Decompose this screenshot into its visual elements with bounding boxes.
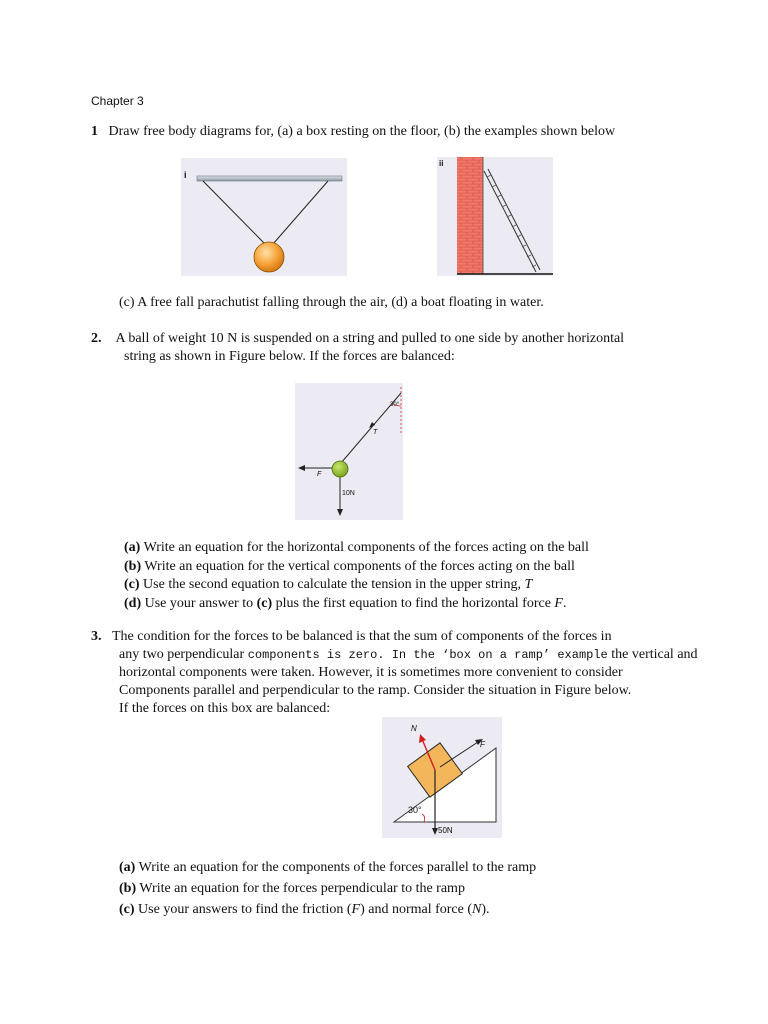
figure-1-drawing <box>181 158 347 276</box>
horizontal-force-arrowhead <box>298 465 305 471</box>
question-3 <box>91 628 612 646</box>
question-3-parts <box>119 857 536 920</box>
green-ball <box>332 461 348 477</box>
question-2-line-2: string as shown in Figure below. If the forces are balanced: <box>124 349 455 364</box>
figure-3-drawing <box>295 383 403 520</box>
figure-3-weight-label: 10N <box>342 490 355 497</box>
right-string <box>273 181 328 244</box>
figure-4-weight-label: 50N <box>438 826 453 835</box>
question-1-continuation: (c) A free fall parachutist falling through the air, (d) a boat floating in water. <box>119 295 544 310</box>
chapter-heading: Chapter 3 <box>91 94 144 108</box>
figure-3-tension-label: T <box>373 429 378 436</box>
figure-4-normal-label: N <box>411 724 417 733</box>
question-3-line-5: If the forces on this box are balanced: <box>119 701 331 716</box>
figure-4-friction-label: F <box>480 740 485 749</box>
question-2-number: 2. <box>91 331 102 346</box>
ceiling-bar <box>197 176 342 181</box>
figure-1-hanging-ball <box>181 158 347 276</box>
figure-4-box-ramp <box>382 717 502 838</box>
question-1-number: 1 <box>91 124 98 139</box>
question-2-part-d: (d) Use your answer to (c) plus the first equation to find the horizontal force F. <box>124 595 567 611</box>
ladder <box>484 169 540 272</box>
weight-arrowhead <box>337 509 343 516</box>
figure-2-ladder-wall <box>437 157 553 276</box>
figure-3-force-label: F <box>317 471 322 478</box>
figure-3-angle-label: 30° <box>390 402 400 408</box>
question-2-line-1: A ball of weight 10 N is suspended on a string and pulled to one side by another horizontal <box>115 331 625 346</box>
figure-3-ball-string <box>295 383 403 520</box>
question-2-part-c: (c) Use the second equation to calculate the tension in the upper string, T <box>124 577 533 592</box>
question-3-line-1: The condition for the forces to be balanced is that the sum of components of the forces in <box>112 629 612 644</box>
question-2-part-a: (a) Write an equation for the horizontal components of the forces acting on the ball <box>124 540 589 555</box>
question-3-number: 3. <box>91 629 102 644</box>
question-3-line-2: any two perpendicular components is zero. In the ‘box on a ramp’ example the vertical and <box>119 647 698 662</box>
figure-2-label: ii <box>439 159 444 168</box>
left-string <box>203 181 265 244</box>
question-3-line-4: Components parallel and perpendicular to the ramp. Consider the situation in Figure below. <box>119 683 632 698</box>
figure-2-drawing <box>437 157 553 276</box>
question-3-part-c: (c) Use your answers to find the friction (F) and normal force (N). <box>119 902 490 917</box>
figure-4-angle-label: 30° <box>408 805 422 815</box>
figure-1-label: i <box>184 170 187 180</box>
question-1-text: Draw free body diagrams for, (a) a box resting on the floor, (b) the examples shown below <box>108 124 616 139</box>
question-1 <box>91 123 615 141</box>
question-3-part-b: (b) Write an equation for the forces perpendicular to the ramp <box>119 881 465 896</box>
figure-4-drawing <box>382 717 502 838</box>
question-3-line-3: horizontal components were taken. However, it is sometimes more convenient to consider <box>119 665 623 680</box>
brick-wall <box>457 157 483 274</box>
question-3-part-a: (a) Write an equation for the components of the forces parallel to the ramp <box>119 860 537 875</box>
question-2 <box>91 330 624 348</box>
question-2-parts <box>124 539 589 613</box>
question-2-part-b: (b) Write an equation for the vertical components of the forces acting on the ball <box>124 558 575 574</box>
ball <box>254 242 284 272</box>
